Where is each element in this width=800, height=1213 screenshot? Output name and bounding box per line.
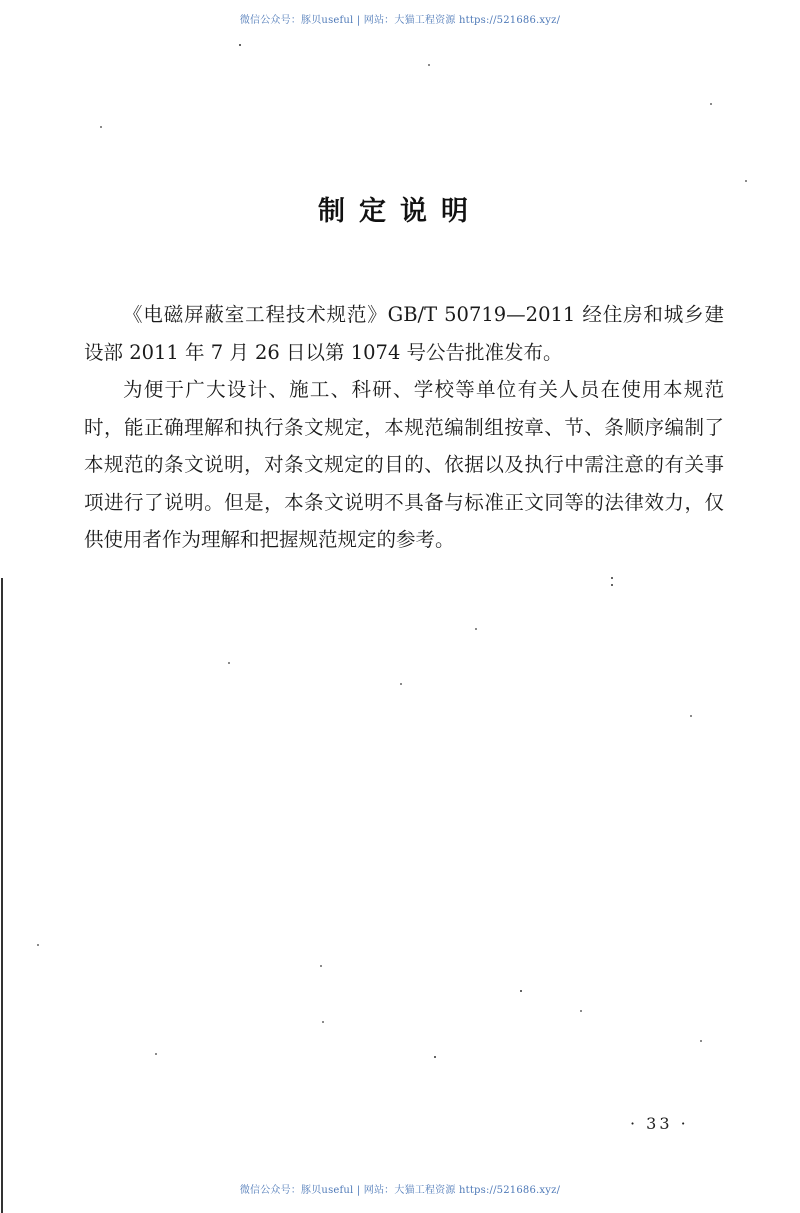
- page-title: 制定说明: [318, 196, 482, 227]
- page-number: · 33 ·: [630, 1114, 689, 1133]
- document-body: [84, 296, 724, 559]
- watermark-top: 微信公众号：豚贝useful | 网站：大猫工程资源 https://521686.xyz/: [239, 15, 561, 26]
- scan-edge-line: [1, 578, 3, 1213]
- scan-speck: [239, 44, 241, 46]
- scan-speck: [228, 662, 230, 664]
- paragraph-purpose: 为便于广大设计、施工、科研、学校等单位有关人员在使用本规范时，能正确理解和执行条文规定，本规范编制组按章、节、条顺序编制了本规范的条文说明，对条文规定的目的、依据以及执行中需注意的有关事项进行了说明。但是，本条文说明不具备与标准正文同等的法律效力，仅供使用者作为理解和把握规范规定的参考。: [84, 378, 724, 551]
- scan-speck: [428, 64, 430, 66]
- scan-speck: [155, 1053, 157, 1055]
- scan-speck: [520, 990, 522, 992]
- watermark-bottom: 微信公众号：豚贝useful | 网站：大猫工程资源 https://521686.xyz/: [239, 1185, 561, 1196]
- paragraph-publication: 《电磁屏蔽室工程技术规范》GB/T 50719—2011 经住房和城乡建设部 2011 年 7 月 26 日以第 1074 号公告批准发布。: [84, 303, 724, 364]
- scan-speck: [611, 584, 613, 586]
- scan-speck: [700, 1040, 702, 1042]
- scan-speck: [320, 965, 322, 967]
- scan-speck: [710, 103, 712, 105]
- scan-speck: [745, 180, 747, 182]
- scan-speck: [434, 1056, 436, 1058]
- scan-speck: [611, 577, 613, 579]
- scan-speck: [100, 126, 102, 128]
- scan-speck: [690, 715, 692, 717]
- scan-speck: [322, 1021, 324, 1023]
- scan-speck: [37, 944, 39, 946]
- scan-speck: [475, 628, 477, 630]
- scan-speck: [400, 683, 402, 685]
- scan-speck: [580, 1010, 582, 1012]
